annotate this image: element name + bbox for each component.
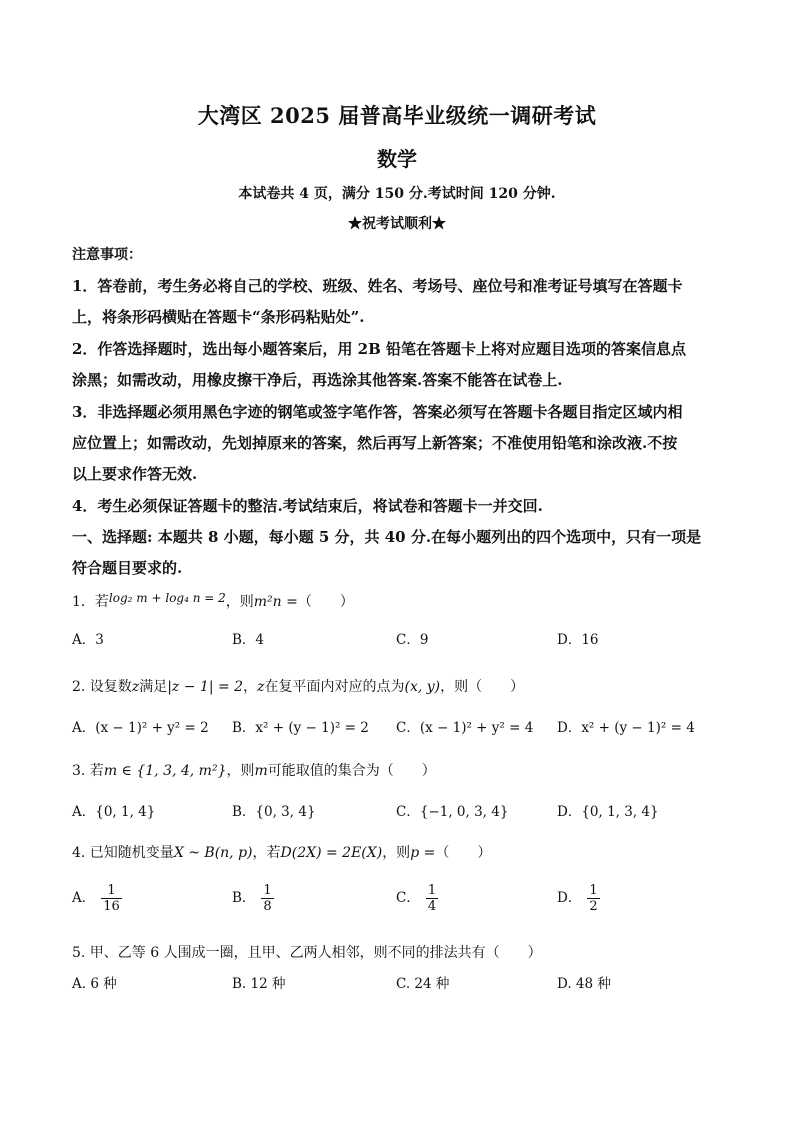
question-4-stem <box>72 842 491 862</box>
question-1-stem <box>72 591 354 611</box>
q4-option-d-numerator: 1 <box>589 883 598 898</box>
q2-math-2: |z − 1| = 2 <box>167 679 244 695</box>
q4-option-c-denominator: 4 <box>427 899 437 914</box>
q1-prefix: 1．若 <box>72 594 109 610</box>
q2-option-d: D．x² + (y − 1)² = 4 <box>557 720 695 736</box>
q4-option-c-numerator: 1 <box>427 883 437 898</box>
notice-item-3-line-1: 3．非选择题必须用黑色字迹的钢笔或签字笔作答，答案必须写在答题卡各题目指定区域内相 <box>72 403 683 421</box>
question-2-stem <box>72 676 524 696</box>
q4-option-a <box>72 883 122 914</box>
q4-option-a-fraction <box>101 883 122 914</box>
q3-option-d: D．{0, 1, 3, 4} <box>557 804 659 820</box>
q4-mid: ，若 <box>252 845 281 861</box>
notice-item-1-line-2: 上，将条形码横贴在答题卡“条形码粘贴处”. <box>72 308 365 326</box>
q2-mid: 满足 <box>139 679 168 695</box>
section1-line-1: 一、选择题: 本题共 8 小题，每小题 5 分，共 40 分.在每小题列出的四个选项中，只有一项是 <box>72 528 702 546</box>
q3-mid: ，则 <box>226 763 255 779</box>
q4-option-d <box>557 883 600 914</box>
q4-option-b <box>232 883 274 914</box>
q2-math-4: (x, y) <box>404 679 441 695</box>
q1-option-d: D．16 <box>557 632 599 648</box>
q2-option-c: C．(x − 1)² + y² = 4 <box>396 720 534 736</box>
q4-option-b-fraction <box>261 883 273 914</box>
q4-math-3: p = <box>410 845 436 861</box>
q4-option-a-label: A． <box>72 890 96 906</box>
q3-suffix: 可能取值的集合为（ ） <box>267 763 436 779</box>
q4-math-2: D(2X) = 2E(X) <box>280 845 383 861</box>
q4-option-b-label: B． <box>232 890 256 906</box>
exam-info: 本试卷共 4 页，满分 150 分.考试时间 120 分钟. <box>238 186 556 202</box>
q2-option-a: A．(x − 1)² + y² = 2 <box>72 720 209 736</box>
q4-option-c <box>396 883 438 914</box>
q2-prefix: 2. 设复数 <box>72 679 132 695</box>
q3-math-1: m ∈ {1, 3, 4, m²} <box>103 763 227 779</box>
q3-prefix: 3. 若 <box>72 763 104 779</box>
notice-item-3-line-3: 以上要求作答无效. <box>72 465 198 483</box>
q2-option-b: B．x² + (y − 1)² = 2 <box>232 720 369 736</box>
q3-math-2: m <box>254 763 268 779</box>
q4-option-b-numerator: 1 <box>263 883 272 898</box>
exam-wish: ★祝考试顺利★ <box>348 216 446 232</box>
q1-math-1: log₂ m + log₄ n = 2 <box>108 591 226 605</box>
q5-option-c: C. 24 种 <box>396 976 450 992</box>
notice-item-1-line-1: 1．答卷前，考生务必将自己的学校、班级、姓名、考场号、座位号和准考证号填写在答题卡 <box>72 277 683 295</box>
q1-option-a: A．3 <box>72 632 104 648</box>
question-5-stem: 5. 甲、乙等 6 人围成一圈，且甲、乙两人相邻，则不同的排法共有（ ） <box>72 945 542 961</box>
q4-option-d-label: D． <box>557 890 582 906</box>
q4-option-d-denominator: 2 <box>589 899 598 914</box>
notice-item-3-line-2: 应位置上；如需改动，先划掉原来的答案，然后再写上新答案；不准使用铅笔和涂改液.不按 <box>72 434 678 452</box>
q2-math-3: z <box>257 679 265 695</box>
q1-suffix: （ ） <box>297 594 354 610</box>
q4-option-c-label: C． <box>396 890 420 906</box>
q4-mid-2: ，则 <box>382 845 411 861</box>
q3-option-c: C．{−1, 0, 3, 4} <box>396 804 509 820</box>
q4-math-1: X ~ B(n, p) <box>173 845 253 861</box>
notice-item-2-line-2: 涂黑；如需改动，用橡皮擦干净后，再选涂其他答案.答案不能答在试卷上. <box>72 371 563 389</box>
q4-option-a-denominator: 16 <box>103 899 120 914</box>
section1-line-2: 符合题目要求的. <box>72 559 183 577</box>
notice-item-4-line-1: 4．考生必须保证答题卡的整洁.考试结束后，将试卷和答题卡一并交回. <box>72 497 543 515</box>
notice-item-2-line-1: 2．作答选择题时，选出每小题答案后，用 2B 铅笔在答题卡上将对应题目选项的答案信息点 <box>72 340 687 358</box>
q1-option-c: C．9 <box>396 632 429 648</box>
q2-suffix: ，则（ ） <box>440 679 525 695</box>
q3-option-a: A．{0, 1, 4} <box>72 804 156 820</box>
q4-option-b-denominator: 8 <box>263 899 272 914</box>
q4-prefix: 4. 已知随机变量 <box>72 845 174 861</box>
exam-subject: 数学 <box>377 147 417 171</box>
q4-option-d-fraction <box>587 883 599 914</box>
exam-title: 大湾区 2025 届普高毕业级统一调研考试 <box>197 103 597 128</box>
q5-option-a: A. 6 种 <box>72 976 117 992</box>
q4-option-a-numerator: 1 <box>107 883 116 898</box>
notice-heading-text: 注意事项： <box>72 247 142 263</box>
q1-math-2: m²n = <box>253 594 298 610</box>
q1-mid: ，则 <box>225 594 254 610</box>
q2-mid-3: 在复平面内对应的点为 <box>264 679 405 695</box>
q1-option-b: B．4 <box>232 632 265 648</box>
question-3-stem <box>72 760 436 780</box>
q3-option-b: B．{0, 3, 4} <box>232 804 316 820</box>
q2-mid-2: ， <box>243 679 258 695</box>
q4-option-c-fraction <box>426 883 438 914</box>
q2-math-1: z <box>131 679 140 695</box>
q5-option-b: B. 12 种 <box>232 976 286 992</box>
q4-suffix: （ ） <box>435 845 492 861</box>
q5-option-d: D. 48 种 <box>557 976 611 992</box>
